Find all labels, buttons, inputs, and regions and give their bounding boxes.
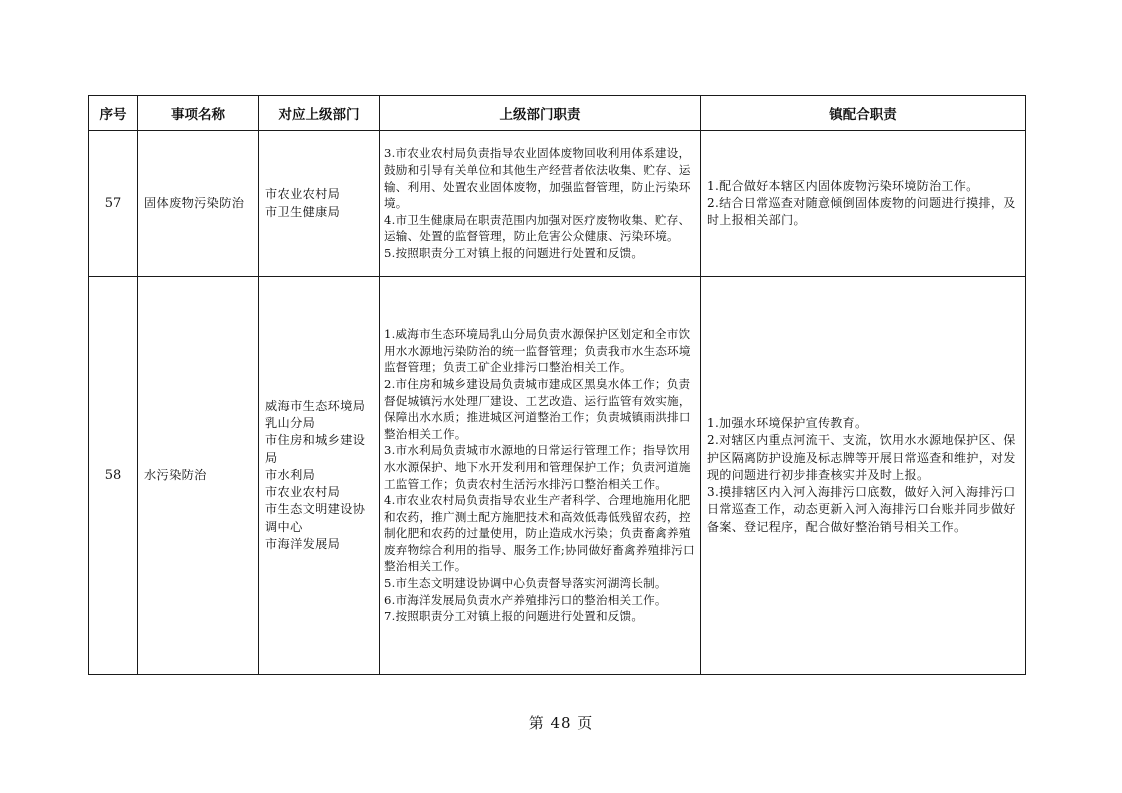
item-name xyxy=(138,131,259,277)
superior-dept xyxy=(259,131,380,277)
town-duty-text: 1.配合做好本辖区内固体废物污染环境防治工作。 2.结合日常巡查对随意倾倒固体废物的问题进行摸排，及时上报相关部门。 xyxy=(707,178,1016,228)
superior-duty xyxy=(380,131,701,277)
town-duty xyxy=(701,277,1026,675)
town-duty-text: 1.加强水环境保护宣传教育。 2.对辖区内重点河流干、支流，饮用水水源地保护区、保护区隔离防护设施及标志牌等开展日常巡查和维护，对发现的问题进行初步排查核实并及时上报。 3.摸排辖区内入河入海排污口底数，做好入河入海排污口日常巡查工作，动态更新入河入海排污口台账并同步做好备案、登记程序，配合做好整治销号相关工作。 xyxy=(707,416,1016,534)
header-superior-dept: 对应上级部门 xyxy=(259,96,380,131)
row-number: 58 xyxy=(89,277,138,675)
table-header-row xyxy=(89,96,1026,131)
superior-duty-text: 3.市农业农村局负责指导农业固体废物回收利用体系建设，鼓励和引导有关单位和其他生产经营者依法收集、贮存、运输、利用、处置农业固体废物，加强监督管理，防止污染环境。 4.市卫生健康局在职责范围内加强对医疗废物收集、贮存、运输、处置的监督管理，防止危害公众健康、污染环境。 5.按照职责分工对镇上报的问题进行处置和反馈。 xyxy=(384,146,691,260)
superior-dept-text: 威海市生态环境局乳山分局 市住房和城乡建设局 市水利局 市农业农村局 市生态文明建设协调中心 市海洋发展局 xyxy=(265,399,366,551)
duties-table xyxy=(88,95,1026,675)
row-number: 57 xyxy=(89,131,138,277)
superior-dept xyxy=(259,277,380,675)
header-item-name: 事项名称 xyxy=(138,96,259,131)
page-number: 第 48 页 xyxy=(528,714,594,732)
superior-duty-text: 1.威海市生态环境局乳山分局负责水源保护区划定和全市饮用水水源地污染防治的统一监督管理；负责我市水生态环境监督管理；负责工矿企业排污口整治相关工作。 2.市住房和城乡建设局负责城市建成区黑臭水体工作；负责督促城镇污水处理厂建设、工艺改造、运行监管有效实施，保障出水水质；推进城区河道整治工作；负责城镇雨洪排口整治相关工作。 3.市水利局负责城市水源地的日常运行管理工作；指导饮用水水源保护、地下水开发利用和管理保护工作；负责河道施工监管工作；负责农村生活污水排污口整治相关工作。 4.市农业农村局负责指导农业生产者科学、合理地施用化肥和农药，推广测土配方施肥技术和高效低毒低残留农药，控制化肥和农药的过量使用，防止造成水污染；负责畜禽养殖废弃物综合利用的指导、服务工作;协同做好畜禽养殖排污口整治相关工作。 5.市生态文明建设协调中心负责督导落实河湖湾长制。 6.市海洋发展局负责水产养殖排污口的整治相关工作。 7.按照职责分工对镇上报的问题进行处置和反馈。 xyxy=(384,327,695,624)
item-name xyxy=(138,277,259,675)
superior-dept-text: 市农业农村局 市卫生健康局 xyxy=(265,187,341,219)
town-duty xyxy=(701,131,1026,277)
table-row xyxy=(89,131,1026,277)
superior-duty xyxy=(380,277,701,675)
header-town-duty: 镇配合职责 xyxy=(701,96,1026,131)
item-name-text: 水污染防治 xyxy=(144,467,207,482)
table-row xyxy=(89,277,1026,675)
item-name-text: 固体废物污染防治 xyxy=(144,195,245,210)
header-no: 序号 xyxy=(89,96,138,131)
header-superior-duty: 上级部门职责 xyxy=(380,96,701,131)
